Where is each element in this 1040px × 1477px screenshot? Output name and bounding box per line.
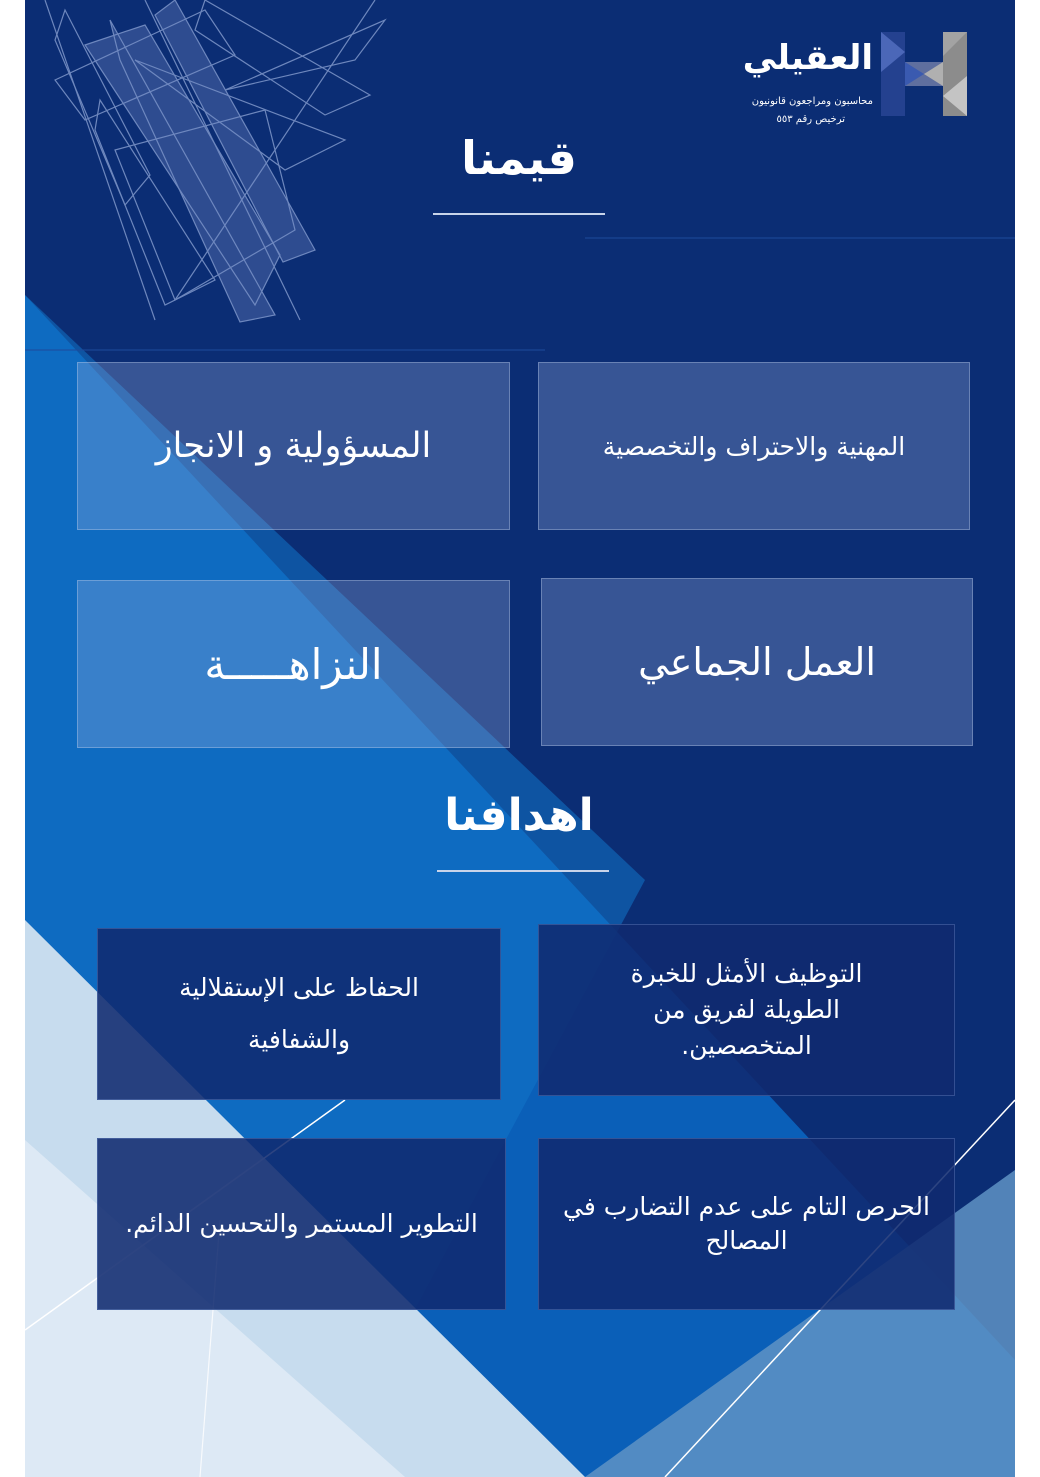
- value-card-text: العمل الجماعي: [638, 640, 876, 684]
- brochure-page: [25, 0, 1015, 1477]
- goal-card-text: التوظيف الأمثل للخبرة الطويلة لفريق من المتخصصين.: [630, 959, 863, 1060]
- goal-card-text: الحرص التام على عدم التضارب في المصالح: [562, 1192, 930, 1255]
- values-title-divider: [433, 213, 605, 215]
- logo-license: ترخيص رقم ٥٥٣: [776, 114, 845, 125]
- goal-card-text: التطوير المستمر والتحسين الدائم.: [125, 1209, 478, 1238]
- value-card-text: المسؤولية و الانجاز: [155, 426, 432, 466]
- logo-subtitle: محاسبون ومراجعون قانونيون: [751, 96, 873, 107]
- goals-title: اهدافنا: [444, 790, 594, 841]
- goal-card-independence: [97, 928, 501, 1100]
- goal-card-conflict-of-interest: [538, 1138, 955, 1310]
- company-logo: [731, 32, 967, 132]
- value-card-professionalism: [538, 362, 970, 530]
- values-title: قيمنا: [461, 131, 577, 185]
- value-card-responsibility: [77, 362, 510, 530]
- value-card-text: المهنية والاحتراف والتخصصية: [602, 431, 906, 461]
- value-card-integrity: [77, 580, 510, 748]
- logo-name: العقيلي: [742, 38, 873, 78]
- goal-card-continuous-improvement: [97, 1138, 506, 1310]
- value-card-teamwork: [541, 578, 973, 746]
- value-card-text: النزاهـــــة: [204, 639, 383, 689]
- goal-card-expertise: [538, 924, 955, 1096]
- goals-title-divider: [437, 870, 609, 872]
- goal-card-text: الحفاظ على الإستقلالية والشفافية: [179, 973, 419, 1054]
- logo-mark-icon: [881, 32, 967, 116]
